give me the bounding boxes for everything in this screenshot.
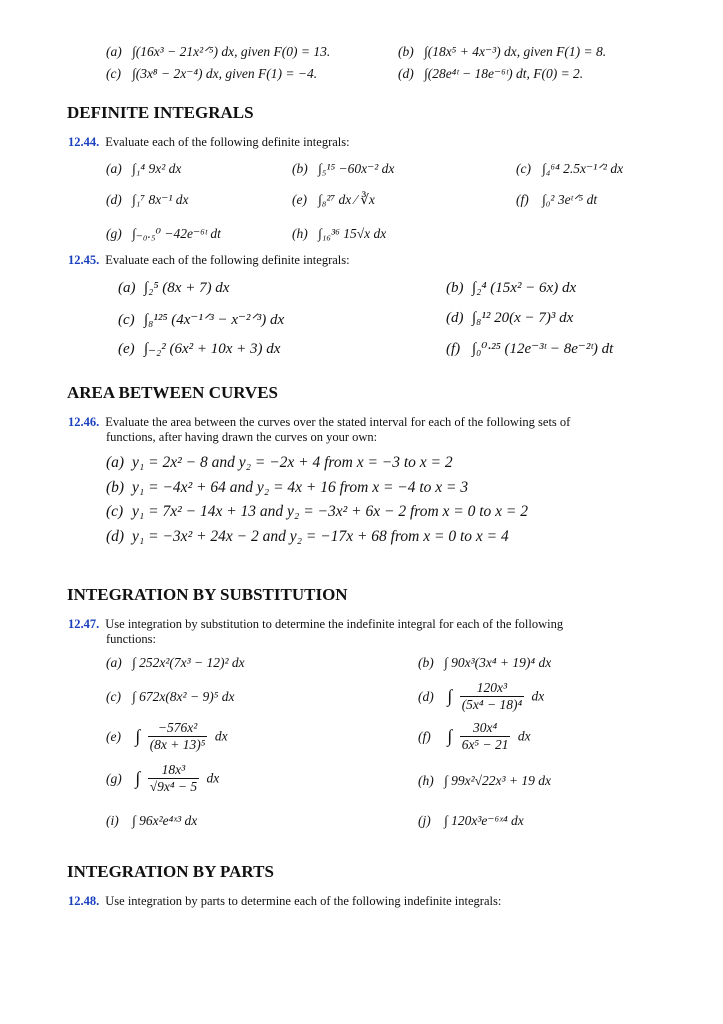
problem-number: 12.44. [68, 135, 100, 149]
heading-definite-integrals: DEFINITE INTEGRALS [67, 103, 254, 122]
p47-h: (h) ∫ 99x²√22x³ + 19 dx [418, 773, 552, 788]
p47-g: (g) ∫ $\frac{\text{18x³}}{\text{√9x⁴ − 5}}$ dx [106, 762, 220, 794]
p47-c: (c) ∫ 672x(8x² − 9)⁵ dx [106, 689, 235, 704]
problem-number: 12.48. [68, 894, 100, 908]
problem-number: 12.45. [68, 253, 100, 267]
p46-b: (b) y₁ = −4x² + 64 and y₂ = 4x + 16 from x = −4 to x = 3 [106, 479, 469, 496]
heading-area-between-curves: AREA BETWEEN CURVES [67, 383, 279, 402]
p45-e: (e) ∫₋₂² (6x² + 10x + 3) dx [118, 341, 281, 357]
p46-c: (c) y₁ = 7x² − 14x + 13 and y₂ = −3x² + 6x − 2 from x = 0 to x = 2 [106, 503, 529, 520]
top-exercise-b: (b) ∫(18x⁵ + 4x⁻³) dx, given F(1) = 8. [398, 44, 607, 59]
p47-b: (b) ∫ 90x³(3x⁴ + 19)⁴ dx [418, 655, 552, 670]
p44-a: (a) ∫₁⁴ 9x² dx [106, 161, 182, 176]
problem-12-44 [68, 134, 648, 150]
p45-d: (d) ∫₈¹² 20(x − 7)³ dx [446, 310, 574, 326]
p47-a: (a) ∫ 252x²(7x³ − 12)² dx [106, 655, 245, 670]
problem-12-45 [68, 252, 648, 268]
p44-h: (h) ∫₁₆³⁶ 15√x dx [292, 226, 387, 241]
p45-a: (a) ∫₂⁵ (8x + 7) dx [118, 280, 230, 296]
p47-j: (j) ∫ 120x³e⁻⁶ˣ⁴ dx [418, 813, 524, 828]
heading-integration-by-parts: INTEGRATION BY PARTS [67, 862, 274, 881]
p44-e: (e) ∫₈²⁷ dx ⁄ ∛x [292, 192, 375, 207]
heading-integration-by-substitution: INTEGRATION BY SUBSTITUTION [67, 585, 348, 604]
p44-c: (c) ∫₄⁶⁴ 2.5x⁻¹ᐟ² dx [516, 161, 624, 176]
problem-number: 12.47. [68, 617, 100, 631]
p46-a: (a) y₁ = 2x² − 8 and y₂ = −2x + 4 from x = −3 to x = 2 [106, 454, 453, 471]
problem-12-48 [68, 893, 648, 909]
problem-text: Use integration by substitution to determine the indefinite integral for each of the following [105, 617, 564, 631]
problem-text: Use integration by parts to determine each of the following indefinite integrals: [105, 894, 502, 908]
p46-d: (d) y₁ = −3x² + 24x − 2 and y₂ = −17x + 68 from x = 0 to x = 4 [106, 528, 509, 545]
p44-b: (b) ∫₅¹⁵ −60x⁻² dx [292, 161, 395, 176]
problem-12-47 [68, 616, 648, 632]
p47-e: (e) ∫ $\frac{\text{−576x²}}{\text{(8x + 13)⁵}}$ dx [106, 720, 228, 752]
top-exercise-a: (a) ∫(16x³ − 21x²ᐟ⁵) dx, given F(0) = 13. [106, 44, 331, 59]
problem-text-cont: functions, after having drawn the curves on your own: [106, 430, 378, 444]
problem-number: 12.46. [68, 415, 100, 429]
problem-text-cont: functions: [106, 632, 156, 646]
problem-text: Evaluate each of the following definite integrals: [105, 135, 350, 149]
p47-f: (f) ∫ $\frac{\text{30x⁴}}{\text{6x⁵ − 21}}$ dx [418, 720, 531, 752]
top-exercise-d: (d) ∫(28e⁴ᵗ − 18e⁻⁶ᵗ) dt, F(0) = 2. [398, 66, 584, 81]
p45-c: (c) ∫₈¹²⁵ (4x⁻¹ᐟ³ − x⁻²ᐟ³) dx [118, 312, 285, 328]
p44-f: (f) ∫₀² 3eᵗᐟ⁵ dt [516, 192, 598, 207]
problem-text: Evaluate the area between the curves over the stated interval for each of the following sets of [105, 415, 571, 429]
p44-d: (d) ∫₁⁷ 8x⁻¹ dx [106, 192, 189, 207]
problem-text: Evaluate each of the following definite integrals: [105, 253, 350, 267]
p47-d: (d) ∫ $\frac{\text{120x³}}{\text{(5x⁴ − 18)⁴}}$ dx [418, 680, 545, 712]
p44-g: (g) ∫₋₀.₅⁰ −42e⁻⁶ᵗ dt [106, 226, 221, 241]
problem-12-46 [68, 414, 648, 430]
p47-i: (i) ∫ 96x²e⁴ˣ³ dx [106, 813, 198, 828]
p45-b: (b) ∫₂⁴ (15x² − 6x) dx [446, 280, 577, 296]
top-exercise-c: (c) ∫(3x⁸ − 2x⁻⁴) dx, given F(1) = −4. [106, 66, 318, 81]
p45-f: (f) ∫₀⁰·²⁵ (12e⁻³ᵗ − 8e⁻²ᵗ) dt [446, 341, 614, 357]
